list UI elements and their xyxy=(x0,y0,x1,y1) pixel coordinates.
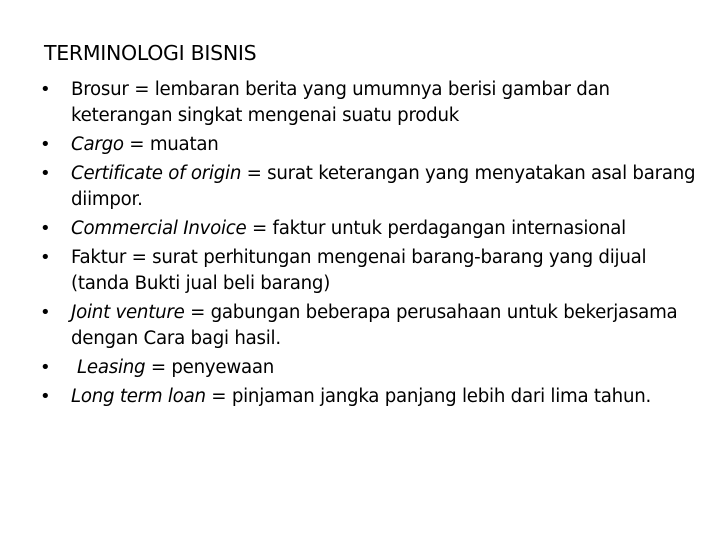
bullet-icon: • xyxy=(40,386,51,407)
separator: = xyxy=(126,247,153,268)
list-item-brosur xyxy=(40,77,705,129)
term: Commercial Invoice xyxy=(71,218,247,239)
bullet-icon: • xyxy=(40,134,51,155)
definition: muatan xyxy=(149,134,219,155)
term: Cargo xyxy=(71,134,124,155)
term: Certificate of origin xyxy=(71,163,242,184)
definition: surat perhitungan mengenai barang-barang yang dijual (tanda Bukti jual beli barang) xyxy=(71,247,647,294)
list-item-certificate-of-origin xyxy=(40,161,705,213)
bullet-icon: • xyxy=(40,302,51,323)
bullet-icon: • xyxy=(40,218,51,239)
terminology-list xyxy=(40,77,705,413)
list-item-leasing xyxy=(40,355,705,381)
definition: surat keterangan yang menyatakan asal barang diimpor. xyxy=(71,163,696,210)
term: Faktur xyxy=(71,247,127,268)
term: Long term loan xyxy=(71,386,206,407)
separator: = xyxy=(123,134,150,155)
definition: faktur untuk perdagangan internasional xyxy=(272,218,626,239)
bullet-icon: • xyxy=(40,357,51,378)
separator: = xyxy=(241,163,268,184)
list-item-joint-venture xyxy=(40,300,705,352)
separator: = xyxy=(246,218,273,239)
separator: = xyxy=(128,79,155,100)
term: Joint venture xyxy=(71,302,185,323)
list-item-commercial-invoice xyxy=(40,216,705,242)
term: Brosur xyxy=(71,79,129,100)
definition: pinjaman jangka panjang lebih dari lima tahun. xyxy=(231,386,652,407)
list-item-long-term-loan xyxy=(40,384,705,410)
definition: lembaran berita yang umumnya berisi gambar dan keterangan singkat mengenai suatu produk xyxy=(71,79,610,126)
separator: = xyxy=(205,386,232,407)
definition: penyewaan xyxy=(171,357,275,378)
list-item-faktur xyxy=(40,245,705,297)
bullet-icon: • xyxy=(40,163,51,184)
term: Leasing xyxy=(77,357,146,378)
definition: gabungan beberapa perusahaan untuk bekerjasama dengan Cara bagi hasil. xyxy=(71,302,678,349)
bullet-icon: • xyxy=(40,247,51,268)
separator: = xyxy=(184,302,211,323)
slide-title: TERMINOLOGI BISNIS xyxy=(44,41,257,65)
separator: = xyxy=(145,357,172,378)
list-item-cargo xyxy=(40,132,705,158)
bullet-icon: • xyxy=(40,79,51,100)
